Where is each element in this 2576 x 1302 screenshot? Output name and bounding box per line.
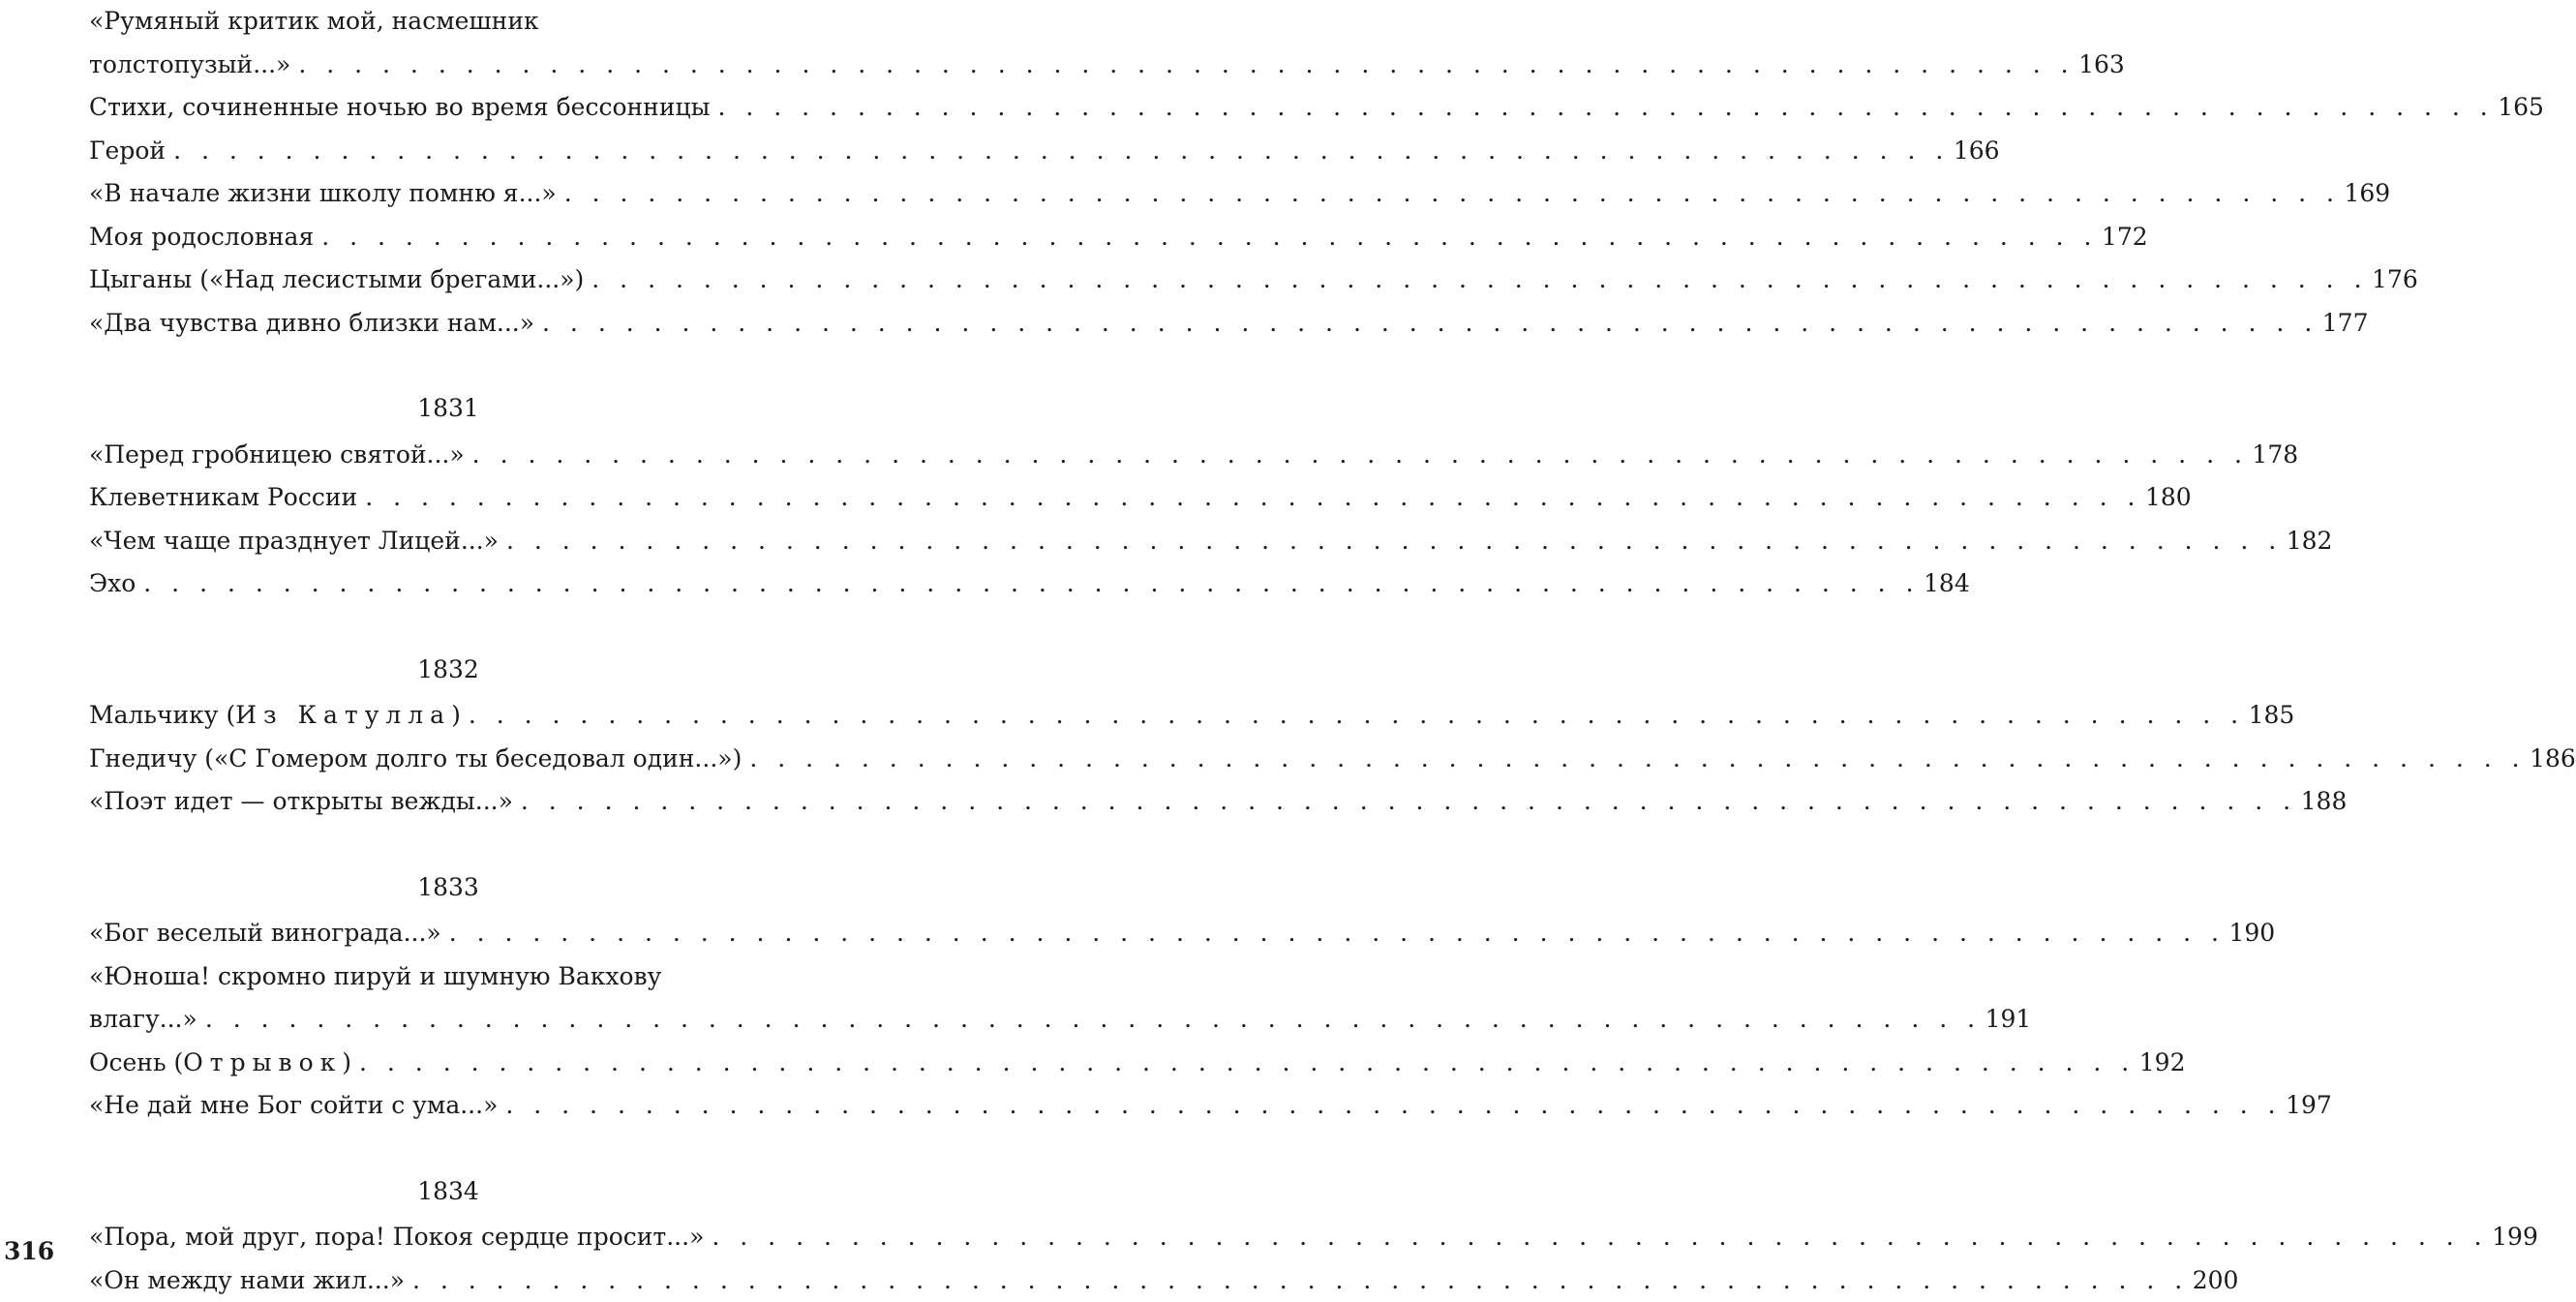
toc-entry-title: Стихи, сочиненные ночью во время бессонницы [89, 86, 717, 130]
toc-entry-title: «Два чувства дивно близки нам...» [89, 302, 542, 346]
toc-entry-page: 188 [2297, 780, 2348, 824]
toc-entry [89, 476, 858, 520]
toc-entry [89, 86, 858, 130]
toc-entry-page: 180 [2141, 476, 2192, 520]
toc-entry-title: «Не дай мне Бог сойти с ума...» [89, 1084, 505, 1128]
title-spaced: Отрывок [183, 1048, 342, 1076]
dot-leader: . . . . . . . . . . . . . . . . . . . . . . . . . . . . . . . . . . . . . . . . . . . . . . . . . . . . . . . . . . . . . . . . [542, 302, 2318, 346]
dot-leader: . . . . . . . . . . . . . . . . . . . . . . . . . . . . . . . . . . . . . . . . . . . . . . . . . . . . . . . . . . . . . . . . [365, 476, 2141, 520]
toc-entry-title: «Бог веселый винограда...» [89, 912, 449, 955]
dot-leader: . . . . . . . . . . . . . . . . . . . . . . . . . . . . . . . . . . . . . . . . . . . . . . . . . . . . . . . . . . . . . . . . [205, 998, 1982, 1042]
dot-leader: . . . . . . . . . . . . . . . . . . . . . . . . . . . . . . . . . . . . . . . . . . . . . . . . . . . . . . . . . . . . . . . . [749, 738, 2526, 781]
toc-entry [89, 912, 858, 955]
dot-leader: . . . . . . . . . . . . . . . . . . . . . . . . . . . . . . . . . . . . . . . . . . . . . . . . . . . . . . . . . . . . . . . . [506, 520, 2283, 563]
toc-entry-title: Клеветникам России [89, 476, 365, 520]
dot-leader: . . . . . . . . . . . . . . . . . . . . . . . . . . . . . . . . . . . . . . . . . . . . . . . . . . . . . . . . . . . . . . . . [359, 1042, 2136, 1085]
dot-leader: . . . . . . . . . . . . . . . . . . . . . . . . . . . . . . . . . . . . . . . . . . . . . . . . . . . . . . . . . . . . . . . . [472, 434, 2249, 477]
dot-leader: . . . . . . . . . . . . . . . . . . . . . . . . . . . . . . . . . . . . . . . . . . . . . . . . . . . . . . . . . . . . . . . . [412, 1259, 2189, 1302]
toc-entry-title: «В начале жизни школу помню я...» [89, 172, 564, 216]
toc-entry-page: 169 [2340, 172, 2390, 216]
toc-entry-first-line: «Юноша! скромно пируй и шумную Вакхову [89, 955, 858, 999]
toc-entry-page: 182 [2283, 520, 2333, 563]
toc-entry-title: толстопузый...» [89, 44, 298, 87]
toc-entry-page: 192 [2136, 1042, 2186, 1085]
toc-entry-page: 199 [2488, 1216, 2538, 1259]
dot-leader: . . . . . . . . . . . . . . . . . . . . . . . . . . . . . . . . . . . . . . . . . . . . . . . . . . . . . . . . . . . . . . . . [143, 562, 1920, 606]
dot-leader: . . . . . . . . . . . . . . . . . . . . . . . . . . . . . . . . . . . . . . . . . . . . . . . . . . . . . . . . . . . . . . . . [505, 1084, 2282, 1128]
toc-entry [89, 44, 858, 87]
toc-entry-page: 200 [2189, 1259, 2239, 1302]
toc-entry-page: 184 [1920, 562, 1970, 606]
toc-entry-title: «Чем чаще празднует Лицей...» [89, 520, 506, 563]
toc-entry-page: 176 [2368, 258, 2418, 302]
dot-leader: . . . . . . . . . . . . . . . . . . . . . . . . . . . . . . . . . . . . . . . . . . . . . . . . . . . . . . . . . . . . . . . . [321, 216, 2098, 259]
toc-entry-page: 185 [2245, 694, 2295, 738]
toc-entry-title: Герой [89, 130, 173, 173]
toc-entry-page: 190 [2225, 912, 2275, 955]
dot-leader: . . . . . . . . . . . . . . . . . . . . . . . . . . . . . . . . . . . . . . . . . . . . . . . . . . . . . . . . . . . . . . . . [298, 44, 2075, 87]
toc-entry [89, 302, 858, 346]
toc-entry [89, 562, 858, 606]
toc-entry [89, 694, 858, 738]
toc-entry [89, 434, 858, 477]
toc-entry-page: 191 [1982, 998, 2032, 1042]
title-main: Мальчику ( [89, 701, 235, 729]
toc-entry-page: 178 [2248, 434, 2298, 477]
toc-entry-page: 197 [2282, 1084, 2332, 1128]
dot-leader: . . . . . . . . . . . . . . . . . . . . . . . . . . . . . . . . . . . . . . . . . . . . . . . . . . . . . . . . . . . . . . . . [717, 86, 2494, 130]
dot-leader: . . . . . . . . . . . . . . . . . . . . . . . . . . . . . . . . . . . . . . . . . . . . . . . . . . . . . . . . . . . . . . . . [564, 172, 2341, 216]
year-heading: 1832 [89, 649, 858, 692]
toc-entry-page: 165 [2494, 86, 2544, 130]
toc-entry-first-line: «Румяный критик мой, насмешник [89, 0, 858, 44]
toc-entry-page: 163 [2075, 44, 2125, 87]
title-spaced: Из Катулла [235, 701, 451, 729]
toc-entry-title: «Поэт идет — открыты вежды...» [89, 780, 521, 824]
dot-leader: . . . . . . . . . . . . . . . . . . . . . . . . . . . . . . . . . . . . . . . . . . . . . . . . . . . . . . . . . . . . . . . . [449, 912, 2226, 955]
toc-entry-title: «Перед гробницею святой...» [89, 434, 472, 477]
title-main: Осень ( [89, 1048, 183, 1076]
toc-entry-title [89, 1042, 359, 1085]
toc-entry [89, 130, 858, 173]
toc-entry-page: 186 [2526, 738, 2576, 781]
toc-entry [89, 1259, 858, 1302]
toc-entry-title: Гнедичу («С Гомером долго ты беседовал один...») [89, 738, 749, 781]
toc-entry-title: Цыганы («Над лесистыми брегами...») [89, 258, 591, 302]
year-heading: 1833 [89, 866, 858, 910]
toc-entry-title: «Пора, мой друг, пора! Покоя сердце просит...» [89, 1216, 712, 1259]
toc-entry-title: «Он между нами жил...» [89, 1259, 412, 1302]
year-heading: 1831 [89, 387, 858, 431]
toc-entry-title [89, 694, 469, 738]
toc-entry [89, 1042, 858, 1085]
dot-leader: . . . . . . . . . . . . . . . . . . . . . . . . . . . . . . . . . . . . . . . . . . . . . . . . . . . . . . . . . . . . . . . . [521, 780, 2297, 824]
toc-entry [89, 1084, 858, 1128]
toc-entry [89, 520, 858, 563]
dot-leader: . . . . . . . . . . . . . . . . . . . . . . . . . . . . . . . . . . . . . . . . . . . . . . . . . . . . . . . . . . . . . . . . [591, 258, 2368, 302]
toc-entry [89, 780, 858, 824]
table-of-contents [89, 0, 858, 1302]
page-number: 316 [4, 1234, 54, 1269]
dot-leader: . . . . . . . . . . . . . . . . . . . . . . . . . . . . . . . . . . . . . . . . . . . . . . . . . . . . . . . . . . . . . . . . [173, 130, 1950, 173]
toc-entry [89, 998, 858, 1042]
dot-leader: . . . . . . . . . . . . . . . . . . . . . . . . . . . . . . . . . . . . . . . . . . . . . . . . . . . . . . . . . . . . . . . . [469, 694, 2245, 738]
toc-entry-title: влагу...» [89, 998, 205, 1042]
toc-entry [89, 258, 858, 302]
toc-entry-title: Моя родословная [89, 216, 321, 259]
toc-entry-page: 177 [2318, 302, 2369, 346]
dot-leader: . . . . . . . . . . . . . . . . . . . . . . . . . . . . . . . . . . . . . . . . . . . . . . . . . . . . . . . . . . . . . . . . [712, 1216, 2488, 1259]
toc-entry-title: Эхо [89, 562, 143, 606]
year-heading: 1834 [89, 1170, 858, 1214]
title-end: ) [342, 1048, 351, 1076]
toc-entry [89, 172, 858, 216]
toc-entry [89, 738, 858, 781]
toc-entry-page: 166 [1950, 130, 2000, 173]
toc-entry [89, 1216, 858, 1259]
title-end: ) [451, 701, 461, 729]
toc-entry-page: 172 [2098, 216, 2148, 259]
toc-entry [89, 216, 858, 259]
